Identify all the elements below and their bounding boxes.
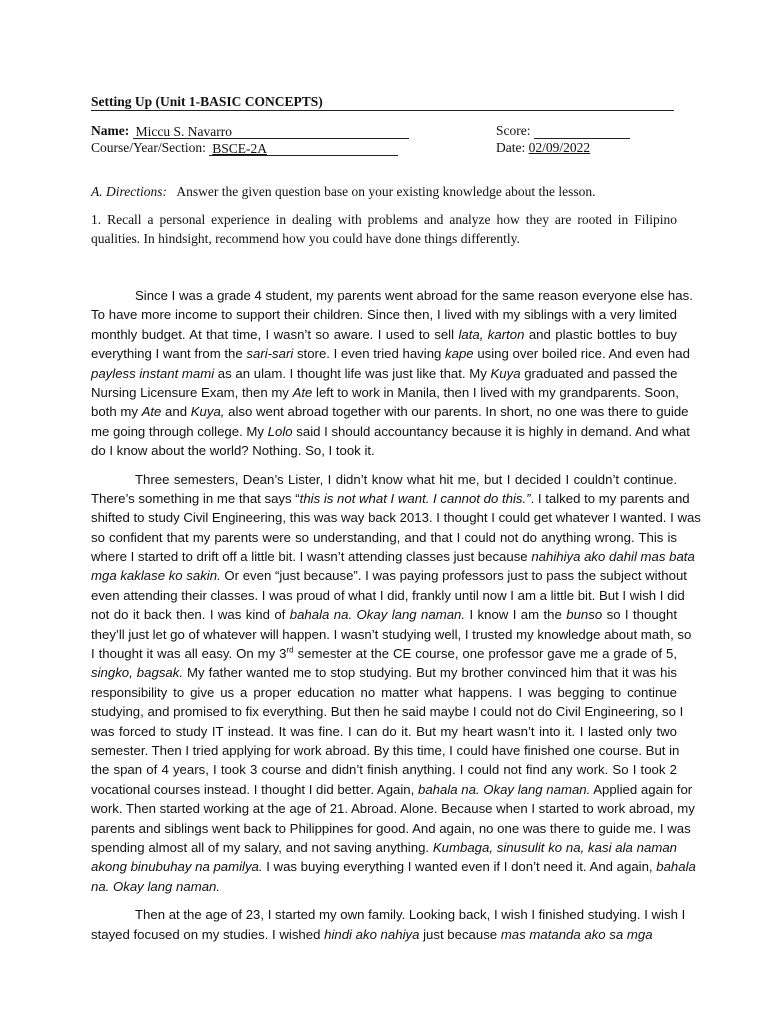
essay-text: singko, bagsak. (91, 665, 184, 681)
essay-text: Kuya, (190, 404, 225, 420)
essay-text: vocational courses instead. I thought I did better. Again, (91, 781, 418, 797)
date-row (496, 139, 590, 156)
essay-paragraph (91, 470, 701, 897)
essay-line (91, 528, 677, 547)
essay-text: . I talked to my parents and (530, 490, 690, 506)
essay-line (91, 857, 696, 876)
essay-text: using over boiled rice. And even had (473, 346, 690, 362)
essay-text: so confident that my parents were so understanding, and that I could not do anything wrong. This is (91, 529, 677, 545)
essay-text: also went abroad together with our parents. In short, no one was there to guide (224, 404, 689, 420)
name-value: Miccu S. Navarro (135, 124, 232, 139)
essay-text: Ate (141, 404, 162, 420)
essay-text: There’s something in me that says “ (91, 490, 300, 506)
essay-text: and (161, 404, 191, 420)
essay-text: not do it back then. I was kind of (91, 607, 290, 623)
essay-text: bahala na. Okay lang naman. (417, 781, 591, 797)
essay-line (91, 741, 680, 760)
essay-text: Nursing Licensure Exam, then my (91, 384, 293, 400)
essay-text: Or even “just because”. I was paying professors just to pass the subject without (220, 568, 687, 584)
essay-text: payless instant mami (91, 365, 215, 381)
essay-text: left to work in Manila, then I lived with my grandparents. Soon, (312, 384, 679, 400)
essay-text: everything I want from the (91, 346, 247, 362)
course-label: Course/Year/Section: (91, 140, 206, 155)
essay-line (91, 625, 692, 644)
essay-text: they’ll just let go of whatever will happen. I wasn’t studying well, I trusted my knowledge about math, so (91, 626, 692, 642)
essay-text: Three semesters, Dean’s Lister, I didn’t know what hit me, but I decided I couldn’t continue. (135, 471, 677, 487)
essay-line (91, 383, 677, 402)
question-text: 1. Recall a personal experience in dealing with problems and analyze how they are rooted in Filipino qualities. In hindsight, recommend how you could have done things differently. (91, 212, 677, 246)
essay-text: bahala na. Okay lang naman. (289, 607, 466, 623)
essay-text: parents and siblings went back to Philippines for good. And again, no one was there to guide me. I was (91, 820, 691, 836)
essay-text: I thought it was all easy. On my 3 (91, 646, 287, 662)
essay-line (91, 905, 686, 924)
score-row (496, 122, 630, 139)
essay-text: mga kaklase ko sakin. (91, 568, 221, 584)
essay-body (91, 286, 701, 953)
essay-paragraph (91, 286, 693, 461)
essay-text: me going through college. My (91, 423, 268, 439)
essay-text: do I know about the world? Nothing. So, I took it. (91, 443, 375, 459)
essay-text: just because (419, 926, 501, 942)
essay-line (91, 838, 677, 857)
essay-line (91, 702, 684, 721)
essay-text: store. I even tried having (293, 346, 446, 362)
essay-line (91, 683, 677, 702)
essay-line (91, 325, 677, 344)
essay-line (91, 722, 677, 741)
essay-text: na. Okay lang naman. (91, 878, 221, 894)
essay-line (91, 286, 693, 305)
essay-text: Kumbaga, sinusulit ko na, kasi ala naman (432, 839, 677, 855)
essay-line (91, 508, 701, 527)
essay-line (91, 441, 677, 460)
essay-text: bahala (656, 859, 696, 875)
essay-line (91, 644, 677, 663)
essay-text: responsibility to give us a proper education no matter what happens. I was begging to continue (91, 684, 677, 700)
essay-text: hindi ako nahiya (324, 926, 420, 942)
essay-line (91, 877, 677, 896)
essay-text: both my (91, 404, 142, 420)
essay-text: Applied again for (590, 781, 693, 797)
essay-text: bunso (566, 607, 603, 623)
essay-line (91, 819, 691, 838)
page-title (91, 93, 674, 111)
essay-line (91, 663, 677, 682)
name-row (91, 122, 409, 139)
essay-text: mas matanda ako sa mga (500, 926, 653, 942)
essay-text: monthly budget. At that time, I wasn’t so aware. I used to sell (91, 326, 459, 342)
essay-text: sari-sari (246, 346, 294, 362)
essay-text: semester at the CE course, one professor gave me a grade of 5, (293, 646, 677, 662)
essay-line (91, 799, 695, 818)
essay-text: was forced to study IT instead. It was fine. I can do it. But my heart wasn’t into it. I lasted only two (91, 723, 677, 739)
essay-line (91, 364, 677, 383)
essay-line (91, 586, 685, 605)
essay-text: studying, and promised to fix everything. But then he said maybe I could not do Civil Engineering, so I (91, 704, 684, 720)
score-label: Score: (496, 123, 531, 138)
essay-text: stayed focused on my studies. I wished (91, 926, 325, 942)
essay-text: My father wanted me to stop studying. But my brother convinced him that it was his (183, 665, 678, 681)
score-field (534, 123, 630, 139)
essay-line (91, 760, 677, 779)
essay-text: Lolo (267, 423, 293, 439)
name-label: Name: (91, 123, 130, 138)
essay-text: so I thought (602, 607, 678, 623)
essay-line (91, 547, 695, 566)
essay-text: Then at the age of 23, I started my own family. Looking back, I wish I finished studying. I wish I (135, 907, 686, 923)
unit-title: Setting Up (Unit 1-BASIC CONCEPTS) (91, 94, 323, 109)
question (91, 210, 677, 248)
essay-text: said I should accountancy because it is highly in demand. And what (292, 423, 690, 439)
essay-text: the span of 4 years, I took 3 course and didn’t finish anything. I could not find any work. So I took 2 (91, 762, 677, 778)
essay-text: and plastic bottles to buy (524, 326, 677, 342)
essay-line (91, 780, 693, 799)
essay-text: work. Then started working at the age of 21. Abroad. Alone. Because when I started to work abroad, my (91, 801, 695, 817)
course-row (91, 139, 398, 156)
essay-line (91, 470, 677, 489)
essay-text: as an ulam. I thought life was just like that. My (214, 365, 491, 381)
essay-text: I was buying everything I wanted even if I don’t need it. And again, (262, 859, 657, 875)
essay-text: spending almost all of my salary, and not saving anything. (91, 839, 433, 855)
essay-text: semester. Then I tried applying for work abroad. By this time, I could have finished one course. But in (91, 742, 680, 758)
essay-text: where I started to drift off a little bit. I wasn’t attending classes just because (91, 549, 532, 565)
course-field (209, 140, 398, 156)
essay-text: nahihiya ako dahil mas bata (531, 549, 695, 565)
essay-text: lata, karton (458, 326, 525, 342)
essay-line (91, 566, 687, 585)
essay-line (91, 402, 689, 421)
essay-line (91, 605, 677, 624)
course-value: BSCE-2A (212, 141, 268, 156)
essay-line (91, 422, 690, 441)
essay-text: Since I was a grade 4 student, my parents went abroad for the same reason everyone else has. (135, 288, 693, 303)
essay-text: I know I am the (465, 607, 567, 623)
essay-paragraph (91, 905, 686, 944)
essay-text: kape (445, 346, 474, 362)
essay-text: even attending their classes. I was proud of what I did, frankly until now I am a little bit. But I wish I did (91, 587, 685, 603)
essay-text: Kuya (490, 365, 521, 381)
essay-line (91, 305, 677, 324)
essay-text: To have more income to support their children. Since then, I lived with my siblings with a very limited (91, 307, 677, 323)
essay-text: Ate (292, 384, 313, 400)
directions-label: A. Directions: (91, 184, 167, 199)
essay-text: rd (286, 645, 294, 655)
directions (91, 183, 681, 201)
directions-text: Answer the given question base on your existing knowledge about the lesson. (176, 184, 596, 199)
date-value: 02/09/2022 (528, 140, 591, 155)
name-field (133, 123, 409, 139)
essay-line (91, 925, 677, 944)
essay-line (91, 344, 690, 363)
essay-text: this is not what I want. I cannot do this.” (299, 490, 531, 506)
essay-text: shifted to study Civil Engineering, this was way back 2013. I thought I could get whatever I wanted. I was (91, 510, 701, 526)
essay-text: graduated and passed the (520, 365, 678, 381)
essay-line (91, 489, 690, 508)
date-label: Date: (496, 140, 526, 155)
essay-text: akong binubuhay na pamilya. (91, 859, 263, 875)
